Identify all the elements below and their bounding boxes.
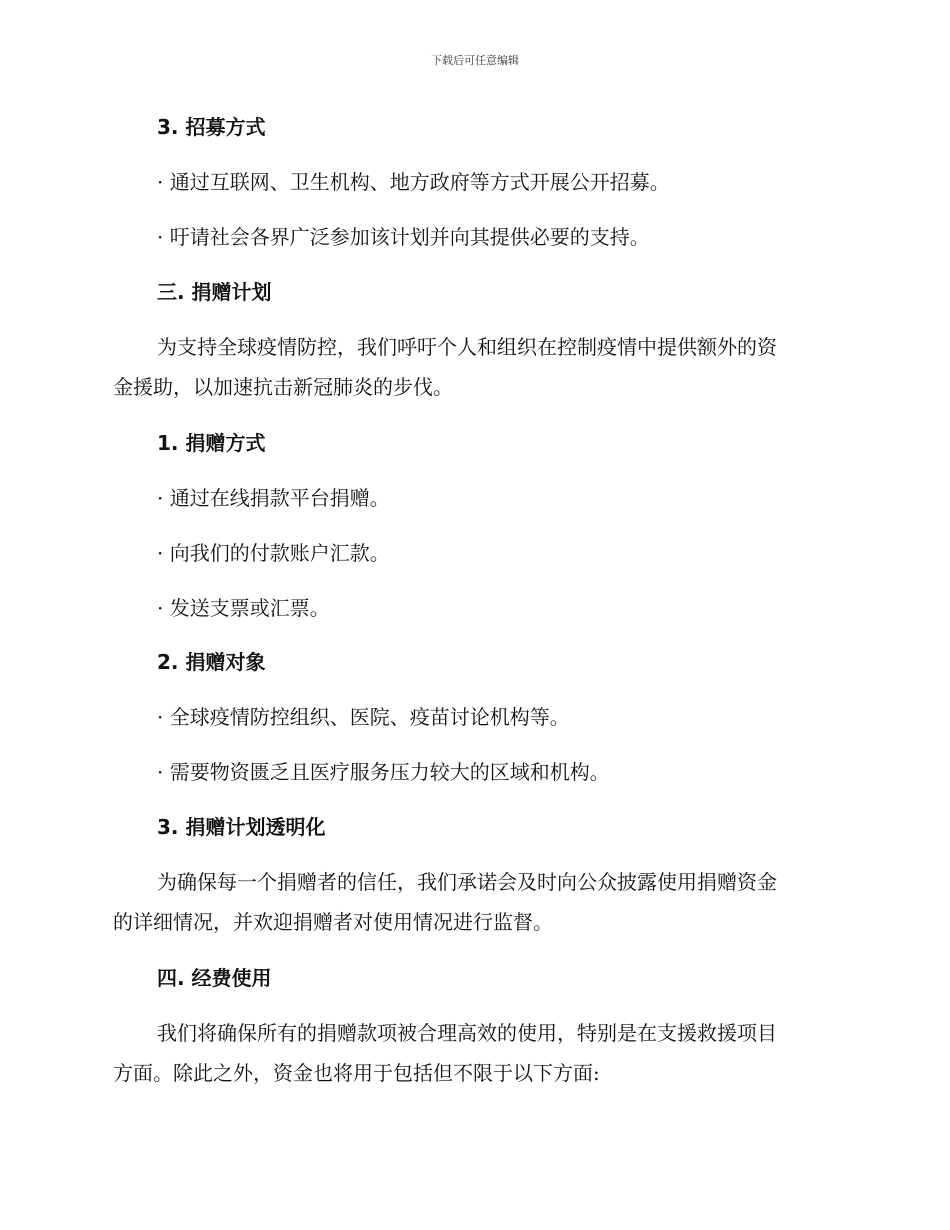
bullet-item: · 吁请社会各界广泛参加该计划并向其提供必要的支持。 — [157, 225, 650, 249]
section-heading-donation-plan: 三. 捐赠计划 — [157, 280, 272, 304]
page-header: 下载后可任意编辑 — [431, 54, 519, 67]
paragraph-line: 金援助，以加速抗击新冠肺炎的步伐。 — [113, 375, 453, 399]
paragraph-line: 为支持全球疫情防控，我们呼吁个人和组织在控制疫情中提供额外的资 — [157, 335, 777, 359]
paragraph-line: 我们将确保所有的捐赠款项被合理高效的使用，特别是在支援救援项目 — [157, 1021, 777, 1045]
paragraph-line: 方面。除此之外，资金也将用于包括但不限于以下方面: — [113, 1061, 600, 1085]
paragraph-line: 为确保每一个捐赠者的信任，我们承诺会及时向公众披露使用捐赠资金 — [157, 870, 777, 894]
bullet-item: · 向我们的付款账户汇款。 — [157, 541, 390, 565]
section-heading-fund-use: 四. 经费使用 — [157, 966, 272, 990]
section-heading-transparency: 3. 捐赠计划透明化 — [157, 815, 326, 839]
section-heading-recruitment-method: 3. 招募方式 — [157, 115, 266, 139]
section-heading-donation-targets: 2. 捐赠对象 — [157, 650, 266, 674]
section-heading-donation-method: 1. 捐赠方式 — [157, 431, 266, 455]
bullet-item: · 全球疫情防控组织、医院、疫苗讨论机构等。 — [157, 705, 570, 729]
bullet-item: · 通过在线捐款平台捐赠。 — [157, 486, 390, 510]
bullet-item: · 发送支票或汇票。 — [157, 596, 330, 620]
paragraph-line: 的详细情况，并欢迎捐赠者对使用情况进行监督。 — [113, 910, 553, 934]
bullet-item: · 通过互联网、卫生机构、地方政府等方式开展公开招募。 — [157, 170, 670, 194]
bullet-item: · 需要物资匮乏且医疗服务压力较大的区域和机构。 — [157, 760, 610, 784]
